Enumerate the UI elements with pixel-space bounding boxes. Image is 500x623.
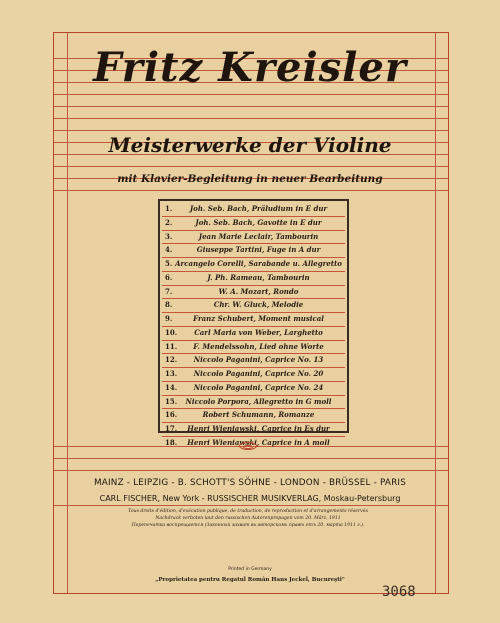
list-item [162, 341, 345, 355]
item-number: 3. [165, 231, 173, 241]
item-title: Niccolo Paganini, Caprice No. 24 [193, 382, 324, 392]
item-title: Robert Schumann, Romanze [202, 410, 315, 420]
list-item [162, 244, 345, 258]
item-title: Niccolo Porpora, Allegretto in G moll [185, 396, 332, 406]
item-title: Carl Maria von Weber, Larghetto [194, 327, 323, 337]
list-item [162, 354, 345, 368]
item-title: Giuseppe Tartini, Fuge in A dur [196, 245, 321, 255]
item-title: Henri Wieniawski, Caprice in Es dur [187, 424, 330, 433]
item-number: 10. [165, 327, 178, 337]
list-item [162, 272, 345, 286]
staff-line [54, 118, 448, 119]
printed-in: Printed in Germany [228, 567, 272, 572]
list-item [162, 423, 345, 437]
staff-line [54, 470, 448, 471]
item-title: Arcangelo Corelli, Sarabande u. Allegretto [175, 259, 342, 268]
staff-line [54, 106, 448, 107]
item-number: 9. [165, 314, 173, 323]
item-number: 1. [165, 204, 173, 213]
item-number: 15. [165, 396, 178, 406]
item-number: 4. [165, 245, 173, 255]
item-number: 2. [165, 217, 173, 227]
works-list [158, 199, 349, 447]
list-item [162, 299, 345, 313]
list-item [162, 217, 345, 231]
item-title: Jean Marie Leclair, Tambourin [198, 231, 319, 241]
item-number: 14. [165, 382, 178, 392]
catalog-number: 3068 [382, 584, 416, 600]
ownership-stamp: „Proprietatea pentru Regatul Român Hans Jeckel, Bucureşti" [155, 577, 345, 583]
staff-line [54, 190, 448, 191]
item-number: 8. [165, 300, 173, 310]
rights-line: Nachdruck verboten laut den russischen Autorenpropagen vom 20. März, 1911 [155, 516, 341, 521]
rights-notice [60, 508, 436, 529]
item-title: J. Ph. Rameau, Tambourin [207, 272, 310, 282]
list-item [162, 258, 345, 272]
rights-line: Перепечатка воспрещается (Законный захват вь авторскомь правѣ отъ 20. марта 1911 г.). [131, 523, 365, 528]
collection-subtitle: mit Klavier-Begleitung in neuer Bearbeitung [117, 173, 383, 185]
item-title: Joh. Seb. Bach, Gavotte in E dur [195, 217, 322, 227]
item-number: 18. [165, 437, 178, 447]
item-number: 17. [165, 424, 178, 433]
list-item [162, 286, 345, 300]
list-item [162, 313, 345, 327]
publisher-line-secondary: CARL FISCHER, New York - RUSSISCHER MUSIKVERLAG, Moskau-Petersburg [99, 494, 401, 503]
item-title: Henri Wieniawski, Caprice in A moll [187, 437, 330, 447]
ornament-icon [239, 442, 257, 450]
item-title: F. Mendelssohn, Lied ohne Worte [193, 341, 324, 351]
item-number: 11. [165, 341, 178, 351]
staff-line [54, 130, 448, 131]
collection-title: Meisterwerke der Violine [108, 133, 392, 157]
item-title: Niccolo Paganini, Caprice No. 20 [193, 369, 324, 378]
item-number: 5. [165, 259, 173, 268]
rights-line: Tous droits d'édition, d'exécution publique, de traduction, de reproduction et d'arrangements réservés [128, 509, 368, 514]
staff-line [54, 94, 448, 95]
staff-line [54, 505, 448, 506]
list-item [162, 231, 345, 245]
list-item [162, 382, 345, 396]
item-number: 16. [165, 410, 178, 420]
item-title: Joh. Seb. Bach, Präludium in E dur [189, 204, 328, 213]
item-title: Franz Schubert, Moment musical [193, 314, 324, 323]
item-number: 12. [165, 355, 178, 365]
item-title: W. A. Mozart, Rondo [218, 286, 299, 296]
list-item [162, 203, 345, 217]
item-title: Niccolo Paganini, Caprice No. 13 [193, 355, 324, 365]
list-item [162, 396, 345, 410]
list-item [162, 327, 345, 341]
item-number: 13. [165, 369, 178, 378]
publisher-line: MAINZ - LEIPZIG - B. SCHOTT'S SÖHNE - LONDON - BRÜSSEL - PARIS [93, 478, 407, 488]
staff-line [54, 458, 448, 459]
item-title: Chr. W. Gluck, Melodie [213, 300, 304, 310]
item-number: 6. [165, 272, 173, 282]
list-item [162, 409, 345, 423]
staff-line [54, 166, 448, 167]
item-number: 7. [165, 286, 173, 296]
list-item [162, 368, 345, 382]
composer-title: Fritz Kreisler [93, 44, 407, 91]
